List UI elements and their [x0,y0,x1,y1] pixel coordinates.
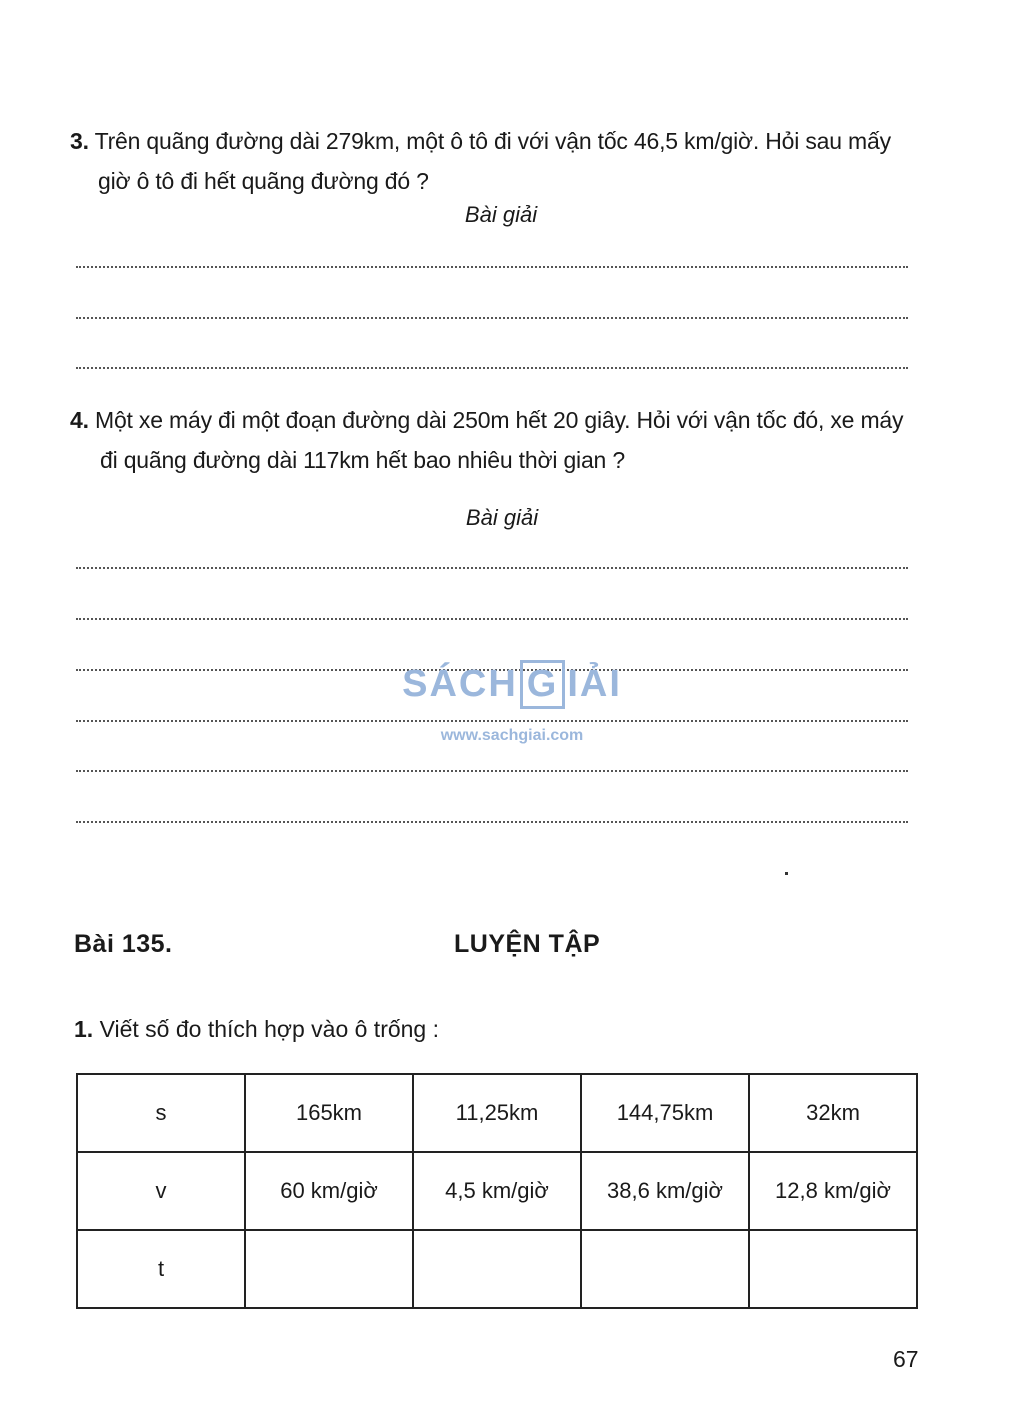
problem-3-text-line1: Trên quãng đường dài 279km, một ô tô đi với vận tốc 46,5 km/giờ. Hỏi sau mấy [94,128,891,154]
watermark-url [0,727,1024,745]
watermark-brand-box: G [520,660,566,709]
table-cell: 11,25km [413,1074,581,1152]
problem-3-number: 3. [70,128,89,154]
watermark-brand [402,663,622,705]
answer-line [76,821,908,823]
answer-table [76,1073,918,1309]
problem-4-solution-label-text: Bài giải [465,505,539,530]
table-cell: 60 km/giờ [245,1152,413,1230]
problem-4-text-line2: đi quãng đường dài 117km hết bao nhiêu thời gian ? [100,447,625,473]
answer-line [76,770,908,772]
problem-3-solution-label-text: Bài giải [464,202,538,227]
exercise-1-number: 1. [74,1016,94,1042]
row-label: t [77,1230,245,1308]
table-row-s [77,1074,917,1152]
answer-line [76,317,908,319]
problem-4-solution-label [0,505,1024,531]
answer-line [76,720,908,722]
table-cell: 4,5 km/giờ [413,1152,581,1230]
answer-line [76,266,908,268]
exercise-1-instruction: Viết số đo thích hợp vào ô trống : [99,1016,440,1042]
answer-cell[interactable] [581,1230,749,1308]
table-cell: 12,8 km/giờ [749,1152,917,1230]
problem-3 [70,121,930,201]
answer-line [76,567,908,569]
page-number: 67 [893,1346,919,1372]
answer-line [76,367,908,369]
problem-4-number: 4. [70,407,89,433]
watermark-url-text: www.sachgiai.com [440,727,584,744]
table-row-v [77,1152,917,1230]
lesson-title: LUYỆN TẬP [454,930,601,958]
row-label: s [77,1074,245,1152]
watermark-brand-right: IẢI [567,663,622,705]
table-cell: 165km [245,1074,413,1152]
watermark-brand-left: SÁCH [402,663,518,705]
table-row-t [77,1230,917,1308]
answer-cell[interactable] [749,1230,917,1308]
row-label: v [77,1152,245,1230]
table-cell: 144,75km [581,1074,749,1152]
answer-cell[interactable] [245,1230,413,1308]
problem-4-text-line1: Một xe máy đi một đoạn đường dài 250m hết 20 giây. Hỏi với vận tốc đó, xe máy [95,407,904,433]
answer-cell[interactable] [413,1230,581,1308]
lesson-number: Bài 135. [74,930,173,958]
problem-3-text-line2: giờ ô tô đi hết quãng đường đó ? [98,168,429,194]
problem-4 [70,400,930,480]
table-cell: 32km [749,1074,917,1152]
answer-line [76,618,908,620]
stray-mark [785,872,788,875]
exercise-1 [74,1016,439,1043]
problem-3-solution-label [0,202,1024,228]
watermark-logo [0,660,1024,709]
table-cell: 38,6 km/giờ [581,1152,749,1230]
